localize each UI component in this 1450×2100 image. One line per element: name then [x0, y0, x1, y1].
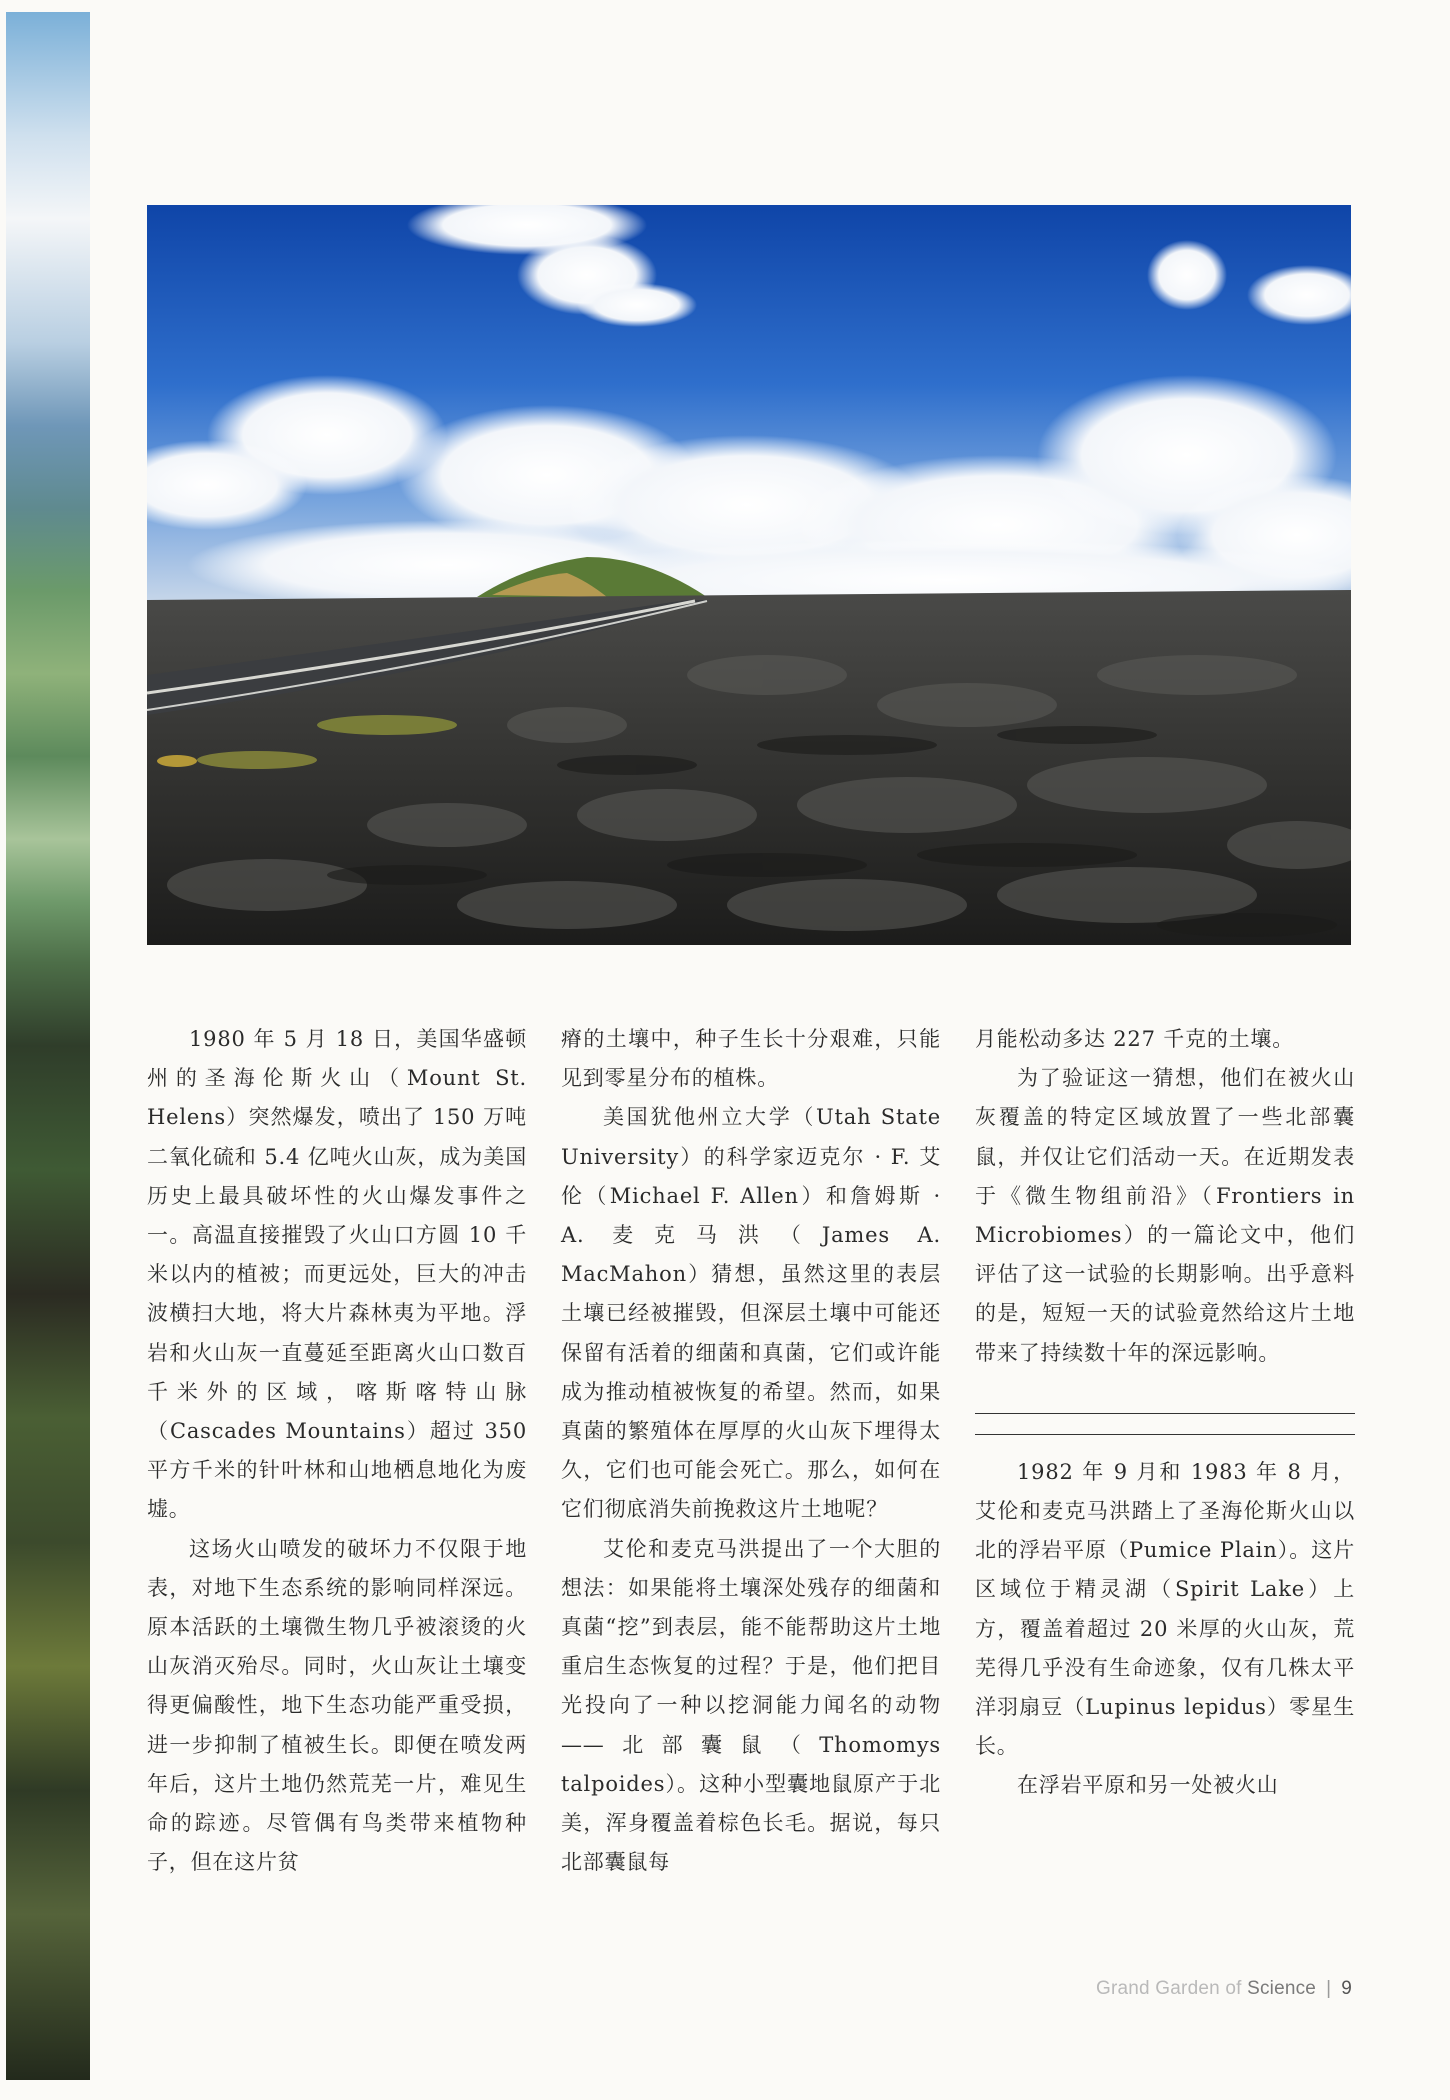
paragraph: 为了验证这一猜想，他们在被火山灰覆盖的特定区域放置了一些北部囊鼠，并仅让它们活动一天。在近期发表于《微生物组前沿》（Frontiers in Microbiomes）的一篇论文中，他们评估了这一试验的长期影响。出乎意料的是，短短一天的试验竟然给这片土地带来了持续数十年的深远影响。 [975, 1066, 1355, 1365]
hero-landscape-photo [147, 205, 1351, 945]
section-rule-bottom [975, 1434, 1355, 1435]
paragraph-continued: 瘠的土壤中，种子生长十分艰难，只能见到零星分布的植株。 [561, 1027, 941, 1091]
section-header-block [975, 1413, 1355, 1435]
paragraph: 艾伦和麦克马洪提出了一个大胆的想法：如果能将土壤深处残存的细菌和真菌“挖”到表层，能不能帮助这片土地重启生态恢复的过程？于是，他们把目光投向了一种以挖洞能力闻名的动物——北部囊鼠（Thomomys talpoides）。这种小型囊地鼠原产于北美，浑身覆盖着棕色长毛。据说，每只北部囊鼠每 [561, 1536, 941, 1875]
side-decorative-photo-strip [6, 12, 90, 2080]
footer-brand-strong: Science [1247, 1978, 1317, 1999]
text-column-1 [147, 1020, 527, 1882]
volcanic-landscape-photo [147, 205, 1351, 945]
text-column-3 [975, 1020, 1355, 1806]
footer-brand-light: Grand Garden of [1096, 1978, 1248, 1999]
paragraph: 美国犹他州立大学（Utah State University）的科学家迈克尔 · F. 艾伦（Michael F. Allen）和詹姆斯 · A. 麦克马洪（James A. MacMahon）猜想，虽然这里的表层土壤已经被摧毁，但深层土壤中可能还保留有活着的细菌和真菌，它们或许能成为推动植被恢复的希望。然而，如果真菌的繁殖体在厚厚的火山灰下埋得太久，它们也可能会死亡。那么，如何在它们彻底消失前挽救这片土地呢？ [561, 1105, 941, 1522]
section-rule-top [975, 1413, 1355, 1414]
paragraph: 1980 年 5 月 18 日，美国华盛顿州的圣海伦斯火山（Mount St. Helens）突然爆发，喷出了 150 万吨二氧化硫和 5.4 亿吨火山灰，成为美国历史上最具破坏性的火山爆发事件之一。高温直接摧毁了火山口方圆 10 千米以内的植被；而更远处，巨大的冲击波横扫大地，将大片森林夷为平地。浮岩和火山灰一直蔓延至距离火山口数百千米外的区域，喀斯喀特山脉（Cascades Mountains）超过 350 平方千米的针叶林和山地栖息地化为废墟。 [147, 1027, 527, 1522]
text-column-2 [561, 1020, 941, 1882]
paragraph: 在浮岩平原和另一处被火山 [1017, 1773, 1279, 1798]
paragraph: 1982 年 9 月和 1983 年 8 月，艾伦和麦克马洪踏上了圣海伦斯火山以北的浮岩平原（Pumice Plain）。这片区域位于精灵湖（Spirit Lake）上方，覆盖着超过 20 米厚的火山灰，荒芜得几乎没有生命迹象，仅有几株太平洋羽扇豆（Lupinus lepidus）零星生长。 [975, 1459, 1355, 1759]
page-footer [1096, 1978, 1352, 2000]
paragraph: 这场火山喷发的破坏力不仅限于地表，对地下生态系统的影响同样深远。原本活跃的土壤微生物几乎被滚烫的火山灰消灭殆尽。同时，火山灰让土壤变得更偏酸性，地下生态功能严重受损，进一步抑制了植被生长。即便在喷发两年后，这片土地仍然荒芜一片，难见生命的踪迹。尽管偶有鸟类带来植物种子，但在这片贫 [147, 1536, 527, 1875]
footer-separator: | [1326, 1978, 1332, 1999]
paragraph-continued: 月能松动多达 227 千克的土壤。 [975, 1027, 1295, 1051]
page-number: 9 [1341, 1978, 1352, 1999]
